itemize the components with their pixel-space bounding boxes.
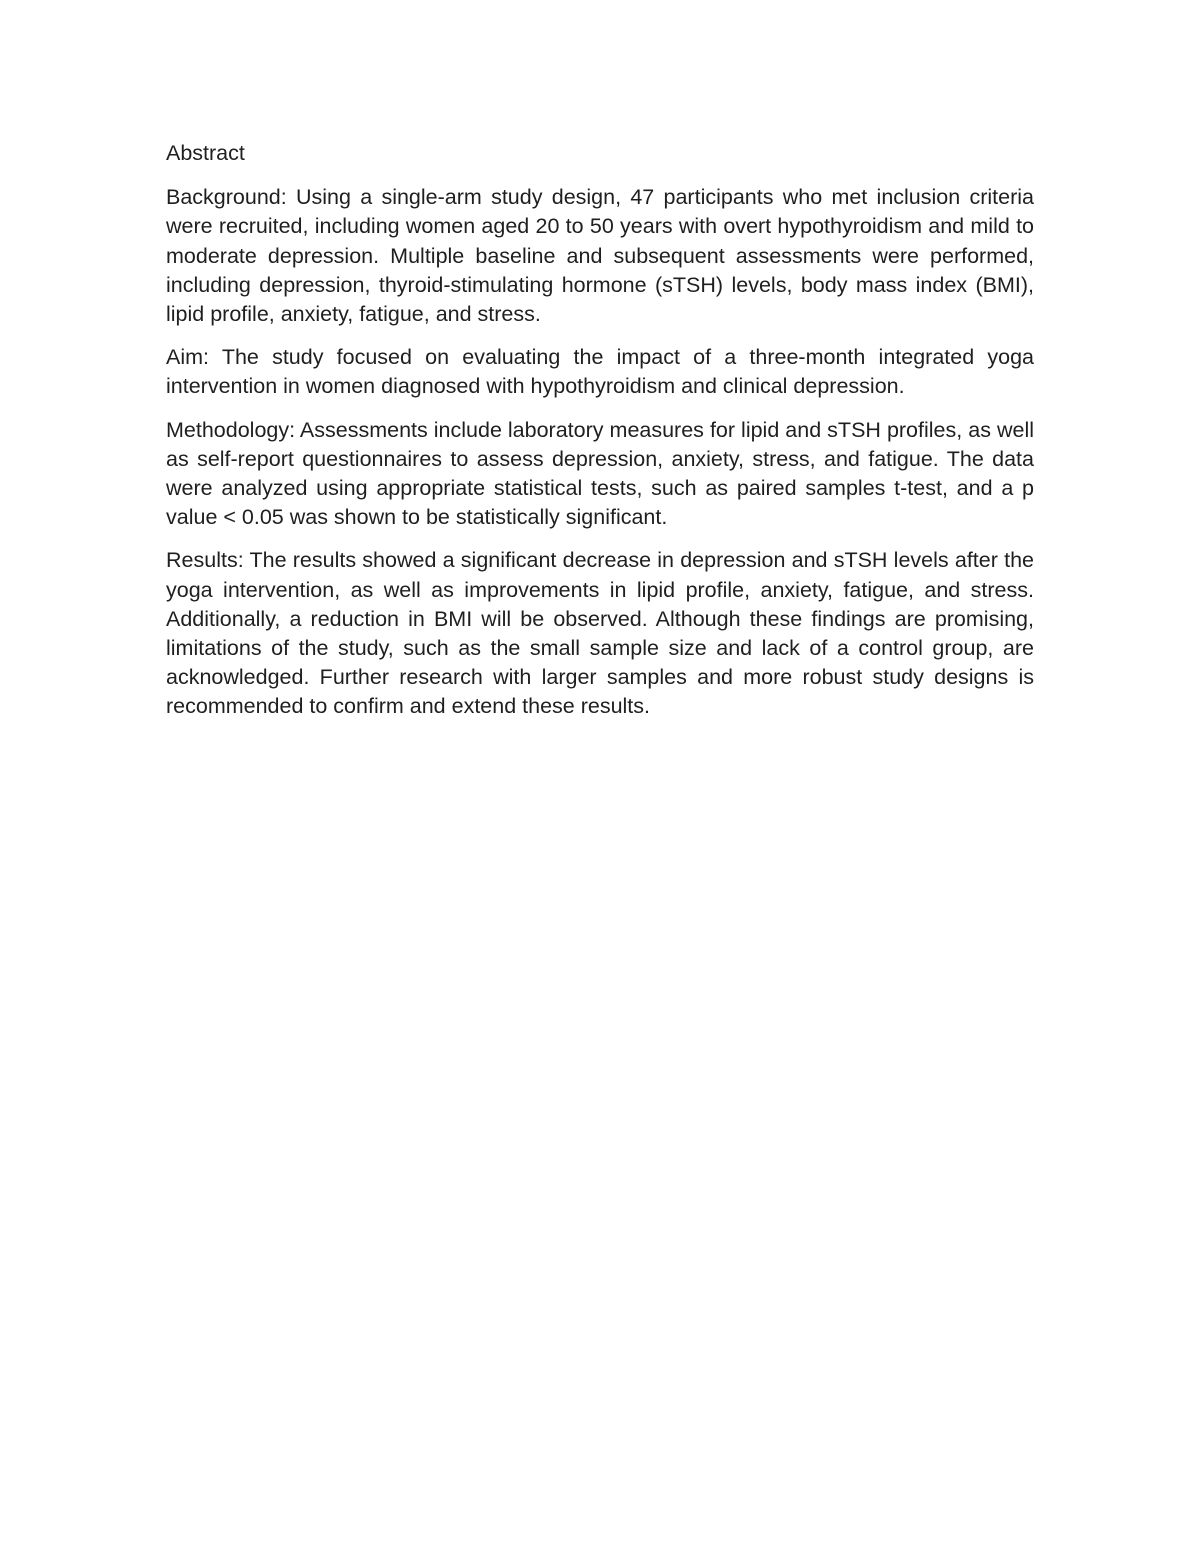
background-paragraph: Background: Using a single-arm study design, 47 participants who met inclusion criteria were recruited, including women aged 20 to 50 years with overt hypothyroidism and mild to moderate depression. Multiple baseline and subsequent assessments were performed, including depression, thyroid-stimulating hormone (sTSH) levels, body mass index (BMI), lipid profile, anxiety, fatigue, and stress. (166, 185, 1034, 327)
abstract-section (166, 139, 1034, 722)
aim-paragraph: Aim: The study focused on evaluating the impact of a three-month integrated yoga intervention in women diagnosed with hypothyroidism and clinical depression. (166, 345, 1034, 399)
results-paragraph: Results: The results showed a significant decrease in depression and sTSH levels after the yoga intervention, as well as improvements in lipid profile, anxiety, fatigue, and stress. Additionally, a reduction in BMI will be observed. Although these findings are promising, limitations of the study, such as the small sample size and lack of a control group, are acknowledged. Further research with larger samples and more robust study designs is recommended to confirm and extend these results. (166, 548, 1034, 719)
abstract-heading: Abstract (166, 141, 245, 165)
methodology-paragraph: Methodology: Assessments include laboratory measures for lipid and sTSH profiles, as well as self-report questionnaires to assess depression, anxiety, stress, and fatigue. The data were analyzed using appropriate statistical tests, such as paired samples t-test, and a p value < 0.05 was shown to be statistically significant. (166, 417, 1034, 530)
